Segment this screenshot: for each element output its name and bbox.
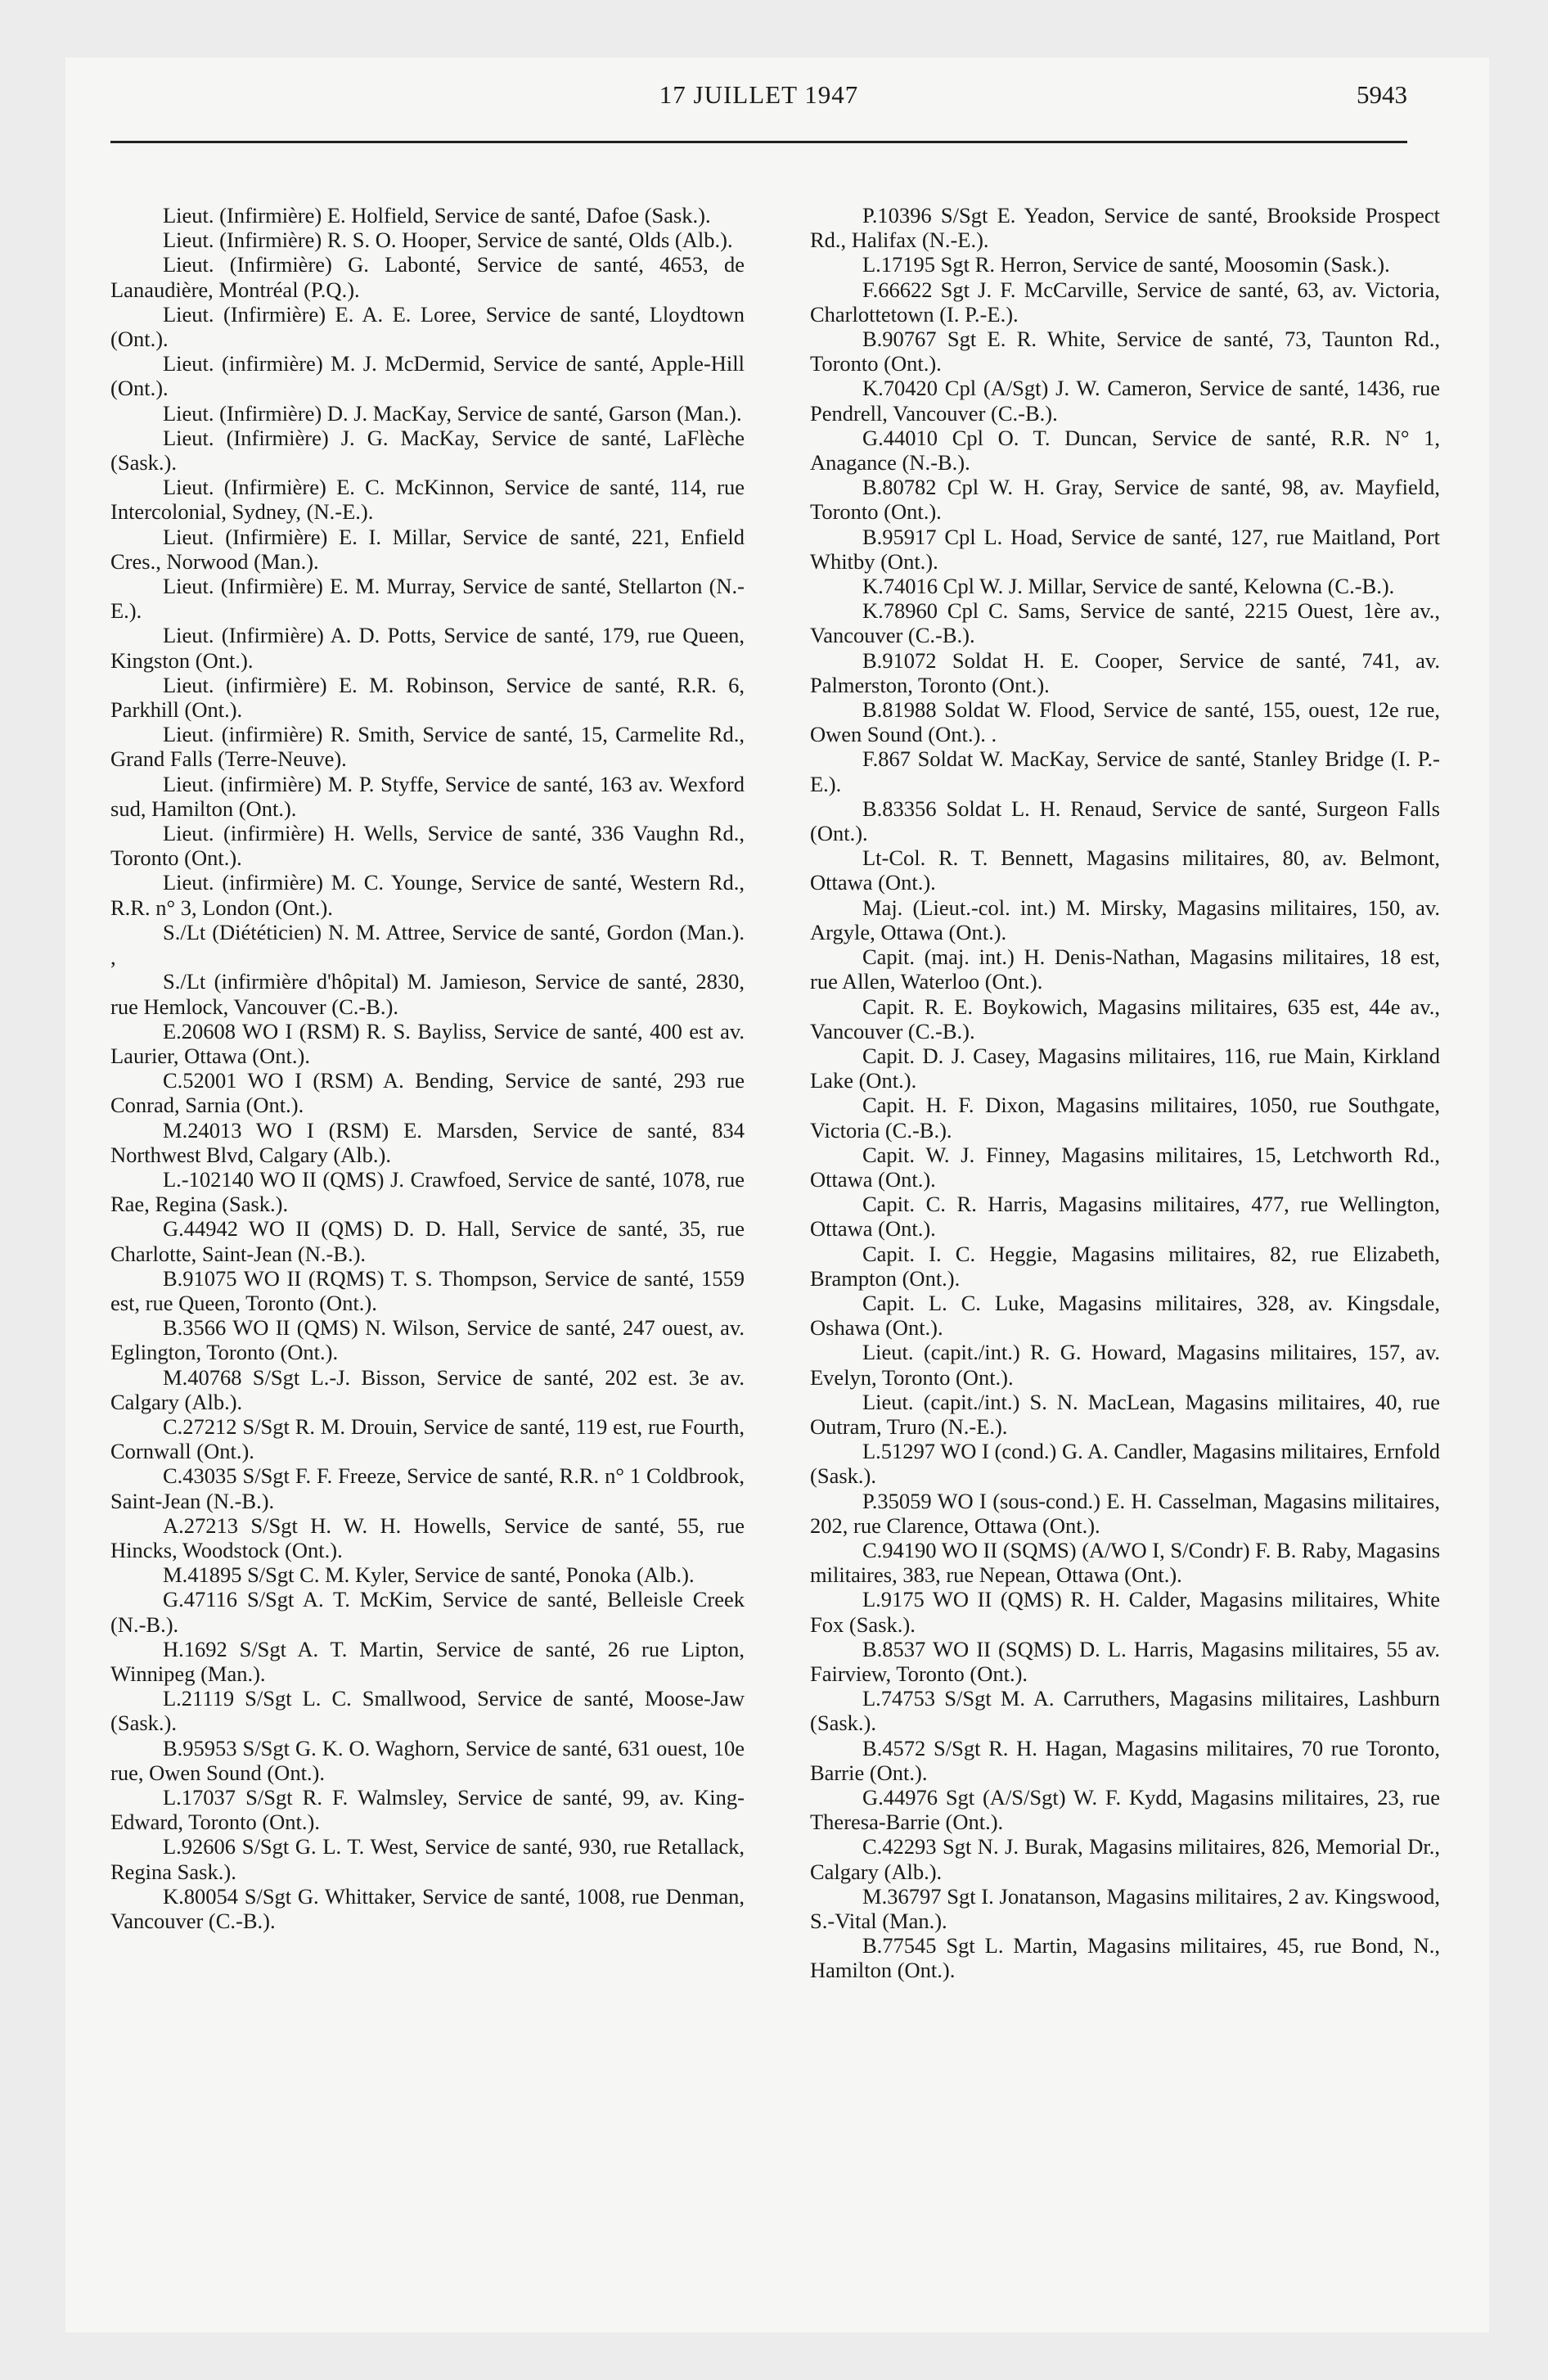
list-entry: M.40768 S/Sgt L.-J. Bisson, Service de santé, 202 est. 3e av. Calgary (Alb.).: [110, 1364, 745, 1414]
list-entry: G.47116 S/Sgt A. T. McKim, Service de santé, Belleisle Creek (N.-B.).: [110, 1587, 745, 1637]
list-entry: Lieut. (infirmière) H. Wells, Service de santé, 336 Vaughn Rd., Toronto (Ont.).: [110, 821, 745, 871]
list-entry: Lieut. (Infirmière) E. A. E. Loree, Service de santé, Lloydtown (Ont.).: [110, 301, 745, 352]
left-column: [110, 203, 745, 1933]
list-entry: Lieut. (Infirmière) E. C. McKinnon, Service de santé, 114, rue Intercolonial, Sydney, (N.-E.).: [110, 475, 745, 525]
list-entry: Lieut. (capit./int.) R. G. Howard, Magasins militaires, 157, av. Evelyn, Toronto (Ont.).: [810, 1340, 1440, 1390]
list-entry: M.36797 Sgt I. Jonatanson, Magasins militaires, 2 av. Kingswood, S.-Vital (Man.).: [810, 1883, 1440, 1934]
list-entry: L.17037 S/Sgt R. F. Walmsley, Service de santé, 99, av. King-Edward, Toronto (Ont.).: [110, 1785, 745, 1835]
list-entry: B.83356 Soldat L. H. Renaud, Service de santé, Surgeon Falls (Ont.).: [810, 796, 1440, 846]
list-entry: C.52001 WO I (RSM) A. Bending, Service de santé, 293 rue Conrad, Sarnia (Ont.).: [110, 1068, 745, 1118]
list-entry: B.81988 Soldat W. Flood, Service de santé, 155, ouest, 12e rue, Owen Sound (Ont.). .: [810, 697, 1440, 747]
list-entry: B.90767 Sgt E. R. White, Service de santé, 73, Taunton Rd., Toronto (Ont.).: [810, 327, 1440, 376]
list-entry: Maj. (Lieut.-col. int.) M. Mirsky, Magasins militaires, 150, av. Argyle, Ottawa (Ont.).: [810, 895, 1440, 944]
list-entry: L.17195 Sgt R. Herron, Service de santé, Moosomin (Sask.).: [862, 252, 1390, 277]
list-entry: Capit. R. E. Boykowich, Magasins militaires, 635 est, 44e av., Vancouver (C.-B.).: [810, 994, 1440, 1044]
list-entry: Lieut. (Infirmière) E. I. Millar, Service de santé, 221, Enfield Cres., Norwood (Man.).: [110, 524, 745, 574]
list-entry: C.43035 S/Sgt F. F. Freeze, Service de santé, R.R. n° 1 Coldbrook, Saint-Jean (N.-B.).: [110, 1463, 745, 1513]
list-entry: E.20608 WO I (RSM) R. S. Bayliss, Service de santé, 400 est av. Laurier, Ottawa (Ont.).: [110, 1018, 745, 1068]
list-entry: Lieut. (infirmière) R. Smith, Service de santé, 15, Carmelite Rd., Grand Falls (Terre-Neuve).: [110, 722, 745, 772]
list-entry: L.9175 WO II (QMS) R. H. Calder, Magasins militaires, White Fox (Sask.).: [810, 1587, 1440, 1637]
list-entry: B.95953 S/Sgt G. K. O. Waghorn, Service de santé, 631 ouest, 10e rue, Owen Sound (Ont.).: [110, 1735, 745, 1785]
list-entry: B.4572 S/Sgt R. H. Hagan, Magasins militaires, 70 rue Toronto, Barrie (Ont.).: [810, 1735, 1440, 1785]
list-entry: C.42293 Sgt N. J. Burak, Magasins militaires, 826, Memorial Dr., Calgary (Alb.).: [810, 1834, 1440, 1884]
list-entry: Capit. (maj. int.) H. Denis-Nathan, Magasins militaires, 18 est, rue Allen, Waterloo (Ont.).: [810, 944, 1440, 994]
list-entry: Lieut. (infirmière) M. J. McDermid, Service de santé, Apple-Hill (Ont.).: [110, 351, 745, 401]
list-entry: C.94190 WO II (SQMS) (A/WO I, S/Condr) F. B. Raby, Magasins militaires, 383, rue Nepean, Ottawa (Ont.).: [810, 1537, 1441, 1588]
list-entry: B.77545 Sgt L. Martin, Magasins militaires, 45, rue Bond, N., Hamilton (Ont.).: [810, 1933, 1440, 1983]
list-entry: B.91072 Soldat H. E. Cooper, Service de santé, 741, av. Palmerston, Toronto (Ont.).: [810, 647, 1440, 697]
right-column: [810, 203, 1440, 1983]
list-entry: G.44942 WO II (QMS) D. D. Hall, Service de santé, 35, rue Charlotte, Saint-Jean (N.-B.).: [110, 1216, 745, 1266]
list-entry: B.91075 WO II (RQMS) T. S. Thompson, Service de santé, 1559 est, rue Queen, Toronto (Ont.).: [110, 1265, 745, 1315]
page-number: 5943: [1357, 80, 1407, 109]
list-entry: G.44010 Cpl O. T. Duncan, Service de santé, R.R. N° 1, Anagance (N.-B.).: [810, 425, 1440, 476]
list-entry: Lieut. (Infirmière) E. M. Murray, Service de santé, Stellarton (N.-E.).: [110, 574, 745, 624]
list-entry: Lieut. (Infirmière) R. S. O. Hooper, Service de santé, Olds (Alb.).: [163, 228, 733, 253]
page-header: [110, 80, 1407, 143]
list-entry: L.51297 WO I (cond.) G. A. Candler, Magasins militaires, Ernfold (Sask.).: [810, 1439, 1440, 1489]
list-entry: Lieut. (infirmière) M. P. Styffe, Service de santé, 163 av. Wexford sud, Hamilton (Ont.).: [110, 771, 745, 821]
list-entry: M.24013 WO I (RSM) E. Marsden, Service de santé, 834 Northwest Blvd, Calgary (Alb.).: [110, 1117, 745, 1167]
list-entry: M.41895 S/Sgt C. M. Kyler, Service de santé, Ponoka (Alb.).: [163, 1562, 695, 1588]
list-entry: P.35059 WO I (sous-cond.) E. H. Casselman, Magasins militaires, 202, rue Clarence, Ottawa (Ont.).: [810, 1488, 1440, 1538]
list-entry: L.21119 S/Sgt L. C. Smallwood, Service de santé, Moose-Jaw (Sask.).: [110, 1686, 745, 1736]
list-entry: L.92606 S/Sgt G. L. T. West, Service de santé, 930, rue Retallack, Regina Sask.).: [110, 1834, 745, 1884]
list-entry: Lieut. (infirmière) M. C. Younge, Service de santé, Western Rd., R.R. n° 3, London (Ont.).: [110, 870, 745, 920]
list-entry: K.78960 Cpl C. Sams, Service de santé, 2215 Ouest, 1ère av., Vancouver (C.-B.).: [810, 598, 1440, 648]
list-entry: A.27213 S/Sgt H. W. H. Howells, Service de santé, 55, rue Hincks, Woodstock (Ont.).: [110, 1512, 745, 1562]
list-entry: Capit. I. C. Heggie, Magasins militaires, 82, rue Elizabeth, Brampton (Ont.).: [810, 1241, 1440, 1291]
list-entry: P.10396 S/Sgt E. Yeadon, Service de santé, Brookside Prospect Rd., Halifax (N.-E.).: [810, 203, 1440, 253]
list-entry: F.66622 Sgt J. F. McCarville, Service de santé, 63, av. Victoria, Charlottetown (I. P.-E.).: [810, 277, 1440, 327]
list-entry: Lieut. (Infirmière) D. J. MacKay, Service de santé, Garson (Man.).: [163, 400, 742, 426]
list-entry: Capit. D. J. Casey, Magasins militaires, 116, rue Main, Kirkland Lake (Ont.).: [810, 1043, 1440, 1093]
list-entry: Capit. H. F. Dixon, Magasins militaires, 1050, rue Southgate, Victoria (C.-B.).: [810, 1093, 1440, 1143]
list-entry: K.74016 Cpl W. J. Millar, Service de santé, Kelowna (C.-B.).: [862, 574, 1395, 599]
list-entry: Capit. C. R. Harris, Magasins militaires, 477, rue Wellington, Ottawa (Ont.).: [810, 1192, 1440, 1242]
list-entry: F.867 Soldat W. MacKay, Service de santé, Stanley Bridge (I. P.-E.).: [810, 746, 1440, 796]
list-entry: S./Lt (Diététicien) N. M. Attree, Service de santé, Gordon (Man.). ,: [110, 919, 745, 970]
list-entry: H.1692 S/Sgt A. T. Martin, Service de santé, 26 rue Lipton, Winnipeg (Man.).: [110, 1636, 745, 1686]
list-entry: G.44976 Sgt (A/S/Sgt) W. F. Kydd, Magasins militaires, 23, rue Theresa-Barrie (Ont.).: [810, 1785, 1440, 1835]
list-entry: Lieut. (Infirmière) J. G. MacKay, Service de santé, LaFlèche (Sask.).: [110, 425, 745, 476]
list-entry: Capit. L. C. Luke, Magasins militaires, 328, av. Kingsdale, Oshawa (Ont.).: [810, 1290, 1440, 1341]
list-entry: Capit. W. J. Finney, Magasins militaires, 15, Letchworth Rd., Ottawa (Ont.).: [810, 1142, 1440, 1192]
list-entry: C.27212 S/Sgt R. M. Drouin, Service de santé, 119 est, rue Fourth, Cornwall (Ont.).: [110, 1413, 745, 1464]
list-entry: Lieut. (infirmière) E. M. Robinson, Service de santé, R.R. 6, Parkhill (Ont.).: [110, 672, 745, 723]
list-entry: Lieut. (Infirmière) E. Holfield, Service de santé, Dafoe (Sask.).: [163, 203, 711, 228]
page-date: 17 JUILLET 1947: [659, 80, 859, 109]
list-entry: Lieut. (capit./int.) S. N. MacLean, Magasins militaires, 40, rue Outram, Truro (N.-E.).: [810, 1389, 1440, 1439]
list-entry: Lt-Col. R. T. Bennett, Magasins militaires, 80, av. Belmont, Ottawa (Ont.).: [810, 845, 1440, 895]
list-entry: Lieut. (Infirmière) G. Labonté, Service de santé, 4653, de Lanaudière, Montréal (P.Q.).: [110, 252, 745, 302]
list-entry: K.70420 Cpl (A/Sgt) J. W. Cameron, Service de santé, 1436, rue Pendrell, Vancouver (C.-B.).: [810, 376, 1440, 426]
list-entry: Lieut. (Infirmière) A. D. Potts, Service de santé, 179, rue Queen, Kingston (Ont.).: [110, 623, 745, 673]
list-entry: B.8537 WO II (SQMS) D. L. Harris, Magasins militaires, 55 av. Fairview, Toronto (Ont.).: [810, 1636, 1440, 1686]
list-entry: B.95917 Cpl L. Hoad, Service de santé, 127, rue Maitland, Port Whitby (Ont.).: [810, 524, 1440, 574]
list-entry: K.80054 S/Sgt G. Whittaker, Service de santé, 1008, rue Denman, Vancouver (C.-B.).: [110, 1883, 745, 1934]
list-entry: L.-102140 WO II (QMS) J. Crawfoed, Service de santé, 1078, rue Rae, Regina (Sask.).: [110, 1166, 745, 1217]
list-entry: L.74753 S/Sgt M. A. Carruthers, Magasins militaires, Lashburn (Sask.).: [810, 1686, 1440, 1736]
list-entry: B.80782 Cpl W. H. Gray, Service de santé, 98, av. Mayfield, Toronto (Ont.).: [810, 475, 1440, 525]
list-entry: B.3566 WO II (QMS) N. Wilson, Service de santé, 247 ouest, av. Eglington, Toronto (Ont.).: [110, 1315, 745, 1365]
list-entry: S./Lt (infirmière d'hôpital) M. Jamieson, Service de santé, 2830, rue Hemlock, Vancouver (C.-B.).: [110, 969, 745, 1019]
